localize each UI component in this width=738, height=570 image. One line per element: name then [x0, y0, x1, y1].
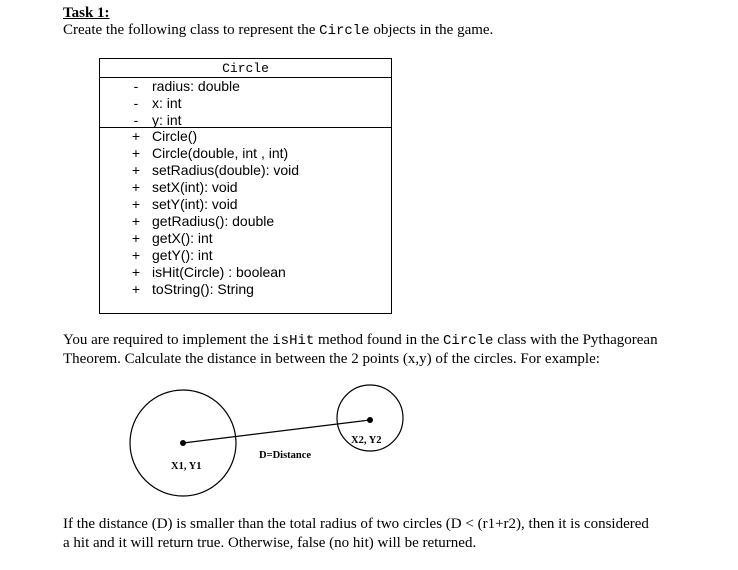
distance-line — [183, 420, 370, 443]
visibility-marker: + — [131, 145, 141, 161]
method-text: Circle(double, int , int) — [152, 145, 289, 161]
intro-text-1: Create the following class to represent the — [63, 22, 320, 38]
method-text: getRadius(): double — [152, 213, 275, 229]
attribute-text: radius: double — [152, 78, 240, 94]
visibility-marker: + — [131, 230, 141, 246]
p2-code-2: Circle — [443, 333, 494, 349]
visibility-marker: - — [133, 112, 139, 128]
p2-code-1: isHit — [272, 333, 315, 349]
distance-label: D=Distance — [259, 450, 312, 461]
center-point-1 — [180, 440, 186, 446]
method-text: setX(int): void — [152, 179, 238, 195]
visibility-marker: - — [133, 78, 139, 94]
intro-code: Circle — [319, 23, 370, 39]
visibility-marker: + — [131, 264, 141, 280]
visibility-marker: + — [131, 281, 141, 297]
method-text: getY(): int — [152, 247, 213, 263]
visibility-marker: + — [131, 247, 141, 263]
task-title: Task 1: — [63, 5, 110, 21]
p2-text-3: class with the Pythagorean — [493, 332, 658, 348]
visibility-marker: + — [131, 128, 141, 144]
method-text: toString(): String — [152, 281, 254, 297]
attribute-text: x: int — [152, 95, 182, 111]
point-2-label: X2, Y2 — [351, 435, 382, 446]
method-text: getX(): int — [152, 230, 213, 246]
p2-text-2: method found in the — [314, 332, 444, 348]
paragraph-3-line-2: a hit and it will return true. Otherwise, false (no hit) will be returned. — [63, 535, 477, 551]
method-text: setRadius(double): void — [152, 162, 300, 178]
visibility-marker: + — [131, 213, 141, 229]
attribute-text: y: int — [152, 112, 182, 128]
visibility-marker: + — [131, 179, 141, 195]
visibility-marker: + — [131, 196, 141, 212]
visibility-marker: - — [133, 95, 139, 111]
center-point-2 — [367, 417, 373, 423]
intro-text-2: objects in the game. — [369, 22, 494, 38]
visibility-marker: + — [131, 162, 141, 178]
method-text: Circle() — [152, 128, 198, 144]
p2-text-1: You are required to implement the — [63, 332, 273, 348]
method-text: setY(int): void — [152, 196, 238, 212]
point-1-label: X1, Y1 — [171, 461, 202, 472]
method-text: isHit(Circle) : boolean — [152, 264, 286, 280]
paragraph-2-line-2: Theorem. Calculate the distance in between the 2 points (x,y) of the circles. For example: — [63, 351, 600, 367]
uml-class-name: Circle — [222, 61, 269, 76]
paragraph-3-line-1: If the distance (D) is smaller than the total radius of two circles (D < (r1+r2), then it is considered — [63, 516, 649, 532]
